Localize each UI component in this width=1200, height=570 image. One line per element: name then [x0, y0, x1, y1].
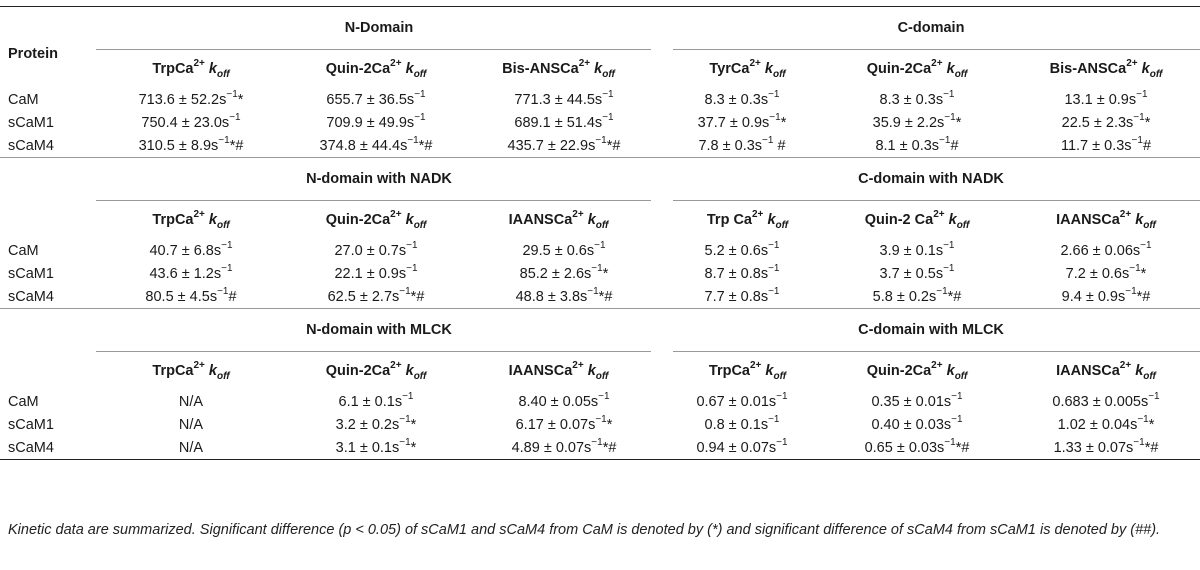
table-cell: $8.40 \pm 0.05s^{-1}$	[518, 390, 610, 410]
protein-name: sCaM1	[8, 265, 54, 282]
table-cell: $4.89 \pm 0.07s^{-1}*\#$	[466, 436, 662, 460]
column-header: TrpCa$^{2+}$ $k_{off}$	[96, 352, 286, 391]
column-header: IAANSCa$^{2+}$ $k_{off}$	[1012, 201, 1200, 240]
c-domain-title: C-domain with NADK	[858, 171, 1004, 187]
column-header: TyrCa$^{2+}$ $k_{off}$	[662, 50, 822, 89]
table-cell: $3.9 \pm 0.1s^{-1}$	[879, 239, 955, 259]
column-header: Quin-$2Ca^{2+}$ $k_{off}$	[286, 352, 466, 391]
table-cell: $29.5 \pm 0.6s^{-1}$	[522, 239, 606, 259]
table-cell: $435.7 \pm 22.9s^{-1}*\#$	[466, 134, 662, 158]
protein-name: sCaM1	[8, 416, 54, 433]
table-row	[0, 134, 1200, 158]
table-cell: $8.7 \pm 0.8s^{-1}$	[704, 262, 780, 282]
c-domain-title: C-domain	[897, 20, 965, 36]
column-header-row	[0, 201, 1200, 240]
table-cell: $7.8 \pm 0.3s^{-1}$ #	[662, 134, 822, 158]
table-cell: $0.40 \pm 0.03s^{-1}$	[871, 413, 963, 433]
table-cell: $3.1 \pm 0.1s^{-1}*$	[286, 436, 466, 460]
protein-name: CaM	[8, 91, 39, 108]
table-cell: N/A	[178, 393, 204, 410]
column-header: Quin-2 $Ca^{2+}$ $k_{off}$	[822, 201, 1012, 240]
table-cell: $5.8 \pm 0.2s^{-1}*\#$	[822, 285, 1012, 309]
table-cell: $3.2 \pm 0.2s^{-1}*$	[335, 413, 417, 433]
table-cell: $9.4 \pm 0.9s^{-1}*\#$	[1012, 285, 1200, 309]
column-header: Quin-$2Ca^{2+}$ $k_{off}$	[286, 201, 466, 240]
column-header-row	[0, 50, 1200, 89]
table-cell: $0.8 \pm 0.1s^{-1}$	[704, 413, 780, 433]
table-cell: N/A	[178, 416, 204, 433]
table-cell: N/A	[96, 436, 286, 460]
table-cell: $80.5 \pm 4.5s^{-1}\#$	[96, 285, 286, 309]
table-cell: $689.1 \pm 51.4s^{-1}$	[514, 111, 614, 131]
column-header: IAANSCa$^{2+}$ $k_{off}$	[466, 352, 662, 391]
protein-name: CaM	[8, 242, 39, 259]
column-header: TrpCa$^{2+}$ $k_{off}$	[96, 50, 286, 89]
column-header: TrpCa$^{2+}$ $k_{off}$	[96, 201, 286, 240]
table-cell: $43.6 \pm 1.2s^{-1}$	[149, 262, 233, 282]
protein-name: sCaM4	[0, 285, 96, 309]
table-cell: $22.5 \pm 2.3s^{-1}*$	[1061, 111, 1151, 131]
table-cell: $7.2 \pm 0.6s^{-1}*$	[1065, 262, 1147, 282]
table-row	[0, 285, 1200, 309]
table-cell: $37.7 \pm 0.9s^{-1}*$	[697, 111, 787, 131]
table-cell: $40.7 \pm 6.8s^{-1}$	[149, 239, 233, 259]
table-row	[0, 239, 1200, 262]
c-domain-title: C-domain with MLCK	[858, 322, 1004, 338]
table-cell: $27.0 \pm 0.7s^{-1}$	[334, 239, 418, 259]
protein-header: Protein	[8, 45, 58, 62]
table-cell: $3.7 \pm 0.5s^{-1}$	[879, 262, 955, 282]
table-cell: $13.1 \pm 0.9s^{-1}$	[1064, 88, 1148, 108]
table-row	[0, 111, 1200, 134]
section-title-row	[0, 158, 1200, 201]
section-title-row	[0, 7, 1200, 50]
table-row	[0, 436, 1200, 460]
column-header: Quin-$2Ca^{2+}$ $k_{off}$	[822, 50, 1012, 89]
table-cell: $8.1 \pm 0.3s^{-1}\#$	[822, 134, 1012, 158]
column-header-row	[0, 352, 1200, 391]
table-cell: $750.4 \pm 23.0s^{-1}$	[141, 111, 241, 131]
column-header: Quin-$2Ca^{2+}$ $k_{off}$	[822, 352, 1012, 391]
n-domain-title: N-Domain	[344, 20, 414, 36]
table-cell: $6.17 \pm 0.07s^{-1}*$	[515, 413, 613, 433]
table-row	[0, 390, 1200, 413]
table-cell: $0.683 \pm 0.005s^{-1}$	[1052, 390, 1160, 410]
table-row	[0, 262, 1200, 285]
table-cell: $85.2 \pm 2.6s^{-1}*$	[519, 262, 609, 282]
protein-name: sCaM1	[8, 114, 54, 131]
table-cell: $771.3 \pm 44.5s^{-1}$	[514, 88, 614, 108]
protein-name: CaM	[8, 393, 39, 410]
table-cell: $48.8 \pm 3.8s^{-1}*\#$	[466, 285, 662, 309]
table-footnote: Kinetic data are summarized. Significant difference (p < 0.05) of sCaM1 and sCaM4 from CaM is denoted by (*) and significant difference of sCaM4 from sCaM1 is denoted by (##).	[8, 522, 1161, 538]
table-cell: $6.1 \pm 0.1s^{-1}$	[338, 390, 414, 410]
table-cell: $11.7 \pm 0.3s^{-1}\#$	[1012, 134, 1200, 158]
table-cell: $8.3 \pm 0.3s^{-1}$	[879, 88, 955, 108]
table-cell: $7.7 \pm 0.8s^{-1}$	[662, 285, 822, 309]
table-cell: $35.9 \pm 2.2s^{-1}*$	[872, 111, 962, 131]
table-cell: $0.94 \pm 0.07s^{-1}$	[662, 436, 822, 460]
column-header: Bis-ANSCa$^{2+}$ $k_{off}$	[1012, 50, 1200, 89]
column-header: Quin-$2Ca^{2+}$ $k_{off}$	[286, 50, 466, 89]
column-header: IAANSCa$^{2+}$ $k_{off}$	[466, 201, 662, 240]
table-cell: $2.66 \pm 0.06s^{-1}$	[1060, 239, 1152, 259]
table-row	[0, 413, 1200, 436]
table-cell: $22.1 \pm 0.9s^{-1}$	[334, 262, 418, 282]
table-cell: $62.5 \pm 2.7s^{-1}*\#$	[286, 285, 466, 309]
table-cell: $0.65 \pm 0.03s^{-1}*\#$	[822, 436, 1012, 460]
table-cell: $1.02 \pm 0.04s^{-1}*$	[1057, 413, 1155, 433]
column-header: TrpCa$^{2+}$ $k_{off}$	[662, 352, 822, 391]
table-cell: $5.2 \pm 0.6s^{-1}$	[704, 239, 780, 259]
table-cell: $1.33 \pm 0.07s^{-1}*\#$	[1012, 436, 1200, 460]
table-cell: $709.9 \pm 49.9s^{-1}$	[326, 111, 426, 131]
n-domain-title: N-domain with NADK	[306, 171, 452, 187]
column-header: Trp $Ca^{2+}$ $k_{off}$	[662, 201, 822, 240]
table-cell: $374.8 \pm 44.4s^{-1}*\#$	[286, 134, 466, 158]
table-cell: $0.35 \pm 0.01s^{-1}$	[871, 390, 963, 410]
n-domain-title: N-domain with MLCK	[306, 322, 452, 338]
kinetic-data-table	[0, 6, 1200, 460]
protein-name: sCaM4	[0, 436, 96, 460]
table-cell: $0.67 \pm 0.01s^{-1}$	[696, 390, 788, 410]
column-header: IAANSCa$^{2+}$ $k_{off}$	[1012, 352, 1200, 391]
column-header: Bis-ANSCa$^{2+}$ $k_{off}$	[466, 50, 662, 89]
protein-name: sCaM4	[0, 134, 96, 158]
section-title-row	[0, 309, 1200, 352]
table-row	[0, 88, 1200, 111]
table-cell: $655.7 \pm 36.5s^{-1}$	[326, 88, 426, 108]
table-cell: $310.5 \pm 8.9s^{-1}*\#$	[96, 134, 286, 158]
table-cell: $713.6 \pm 52.2s^{-1}*$	[138, 88, 244, 108]
table-cell: $8.3 \pm 0.3s^{-1}$	[704, 88, 780, 108]
